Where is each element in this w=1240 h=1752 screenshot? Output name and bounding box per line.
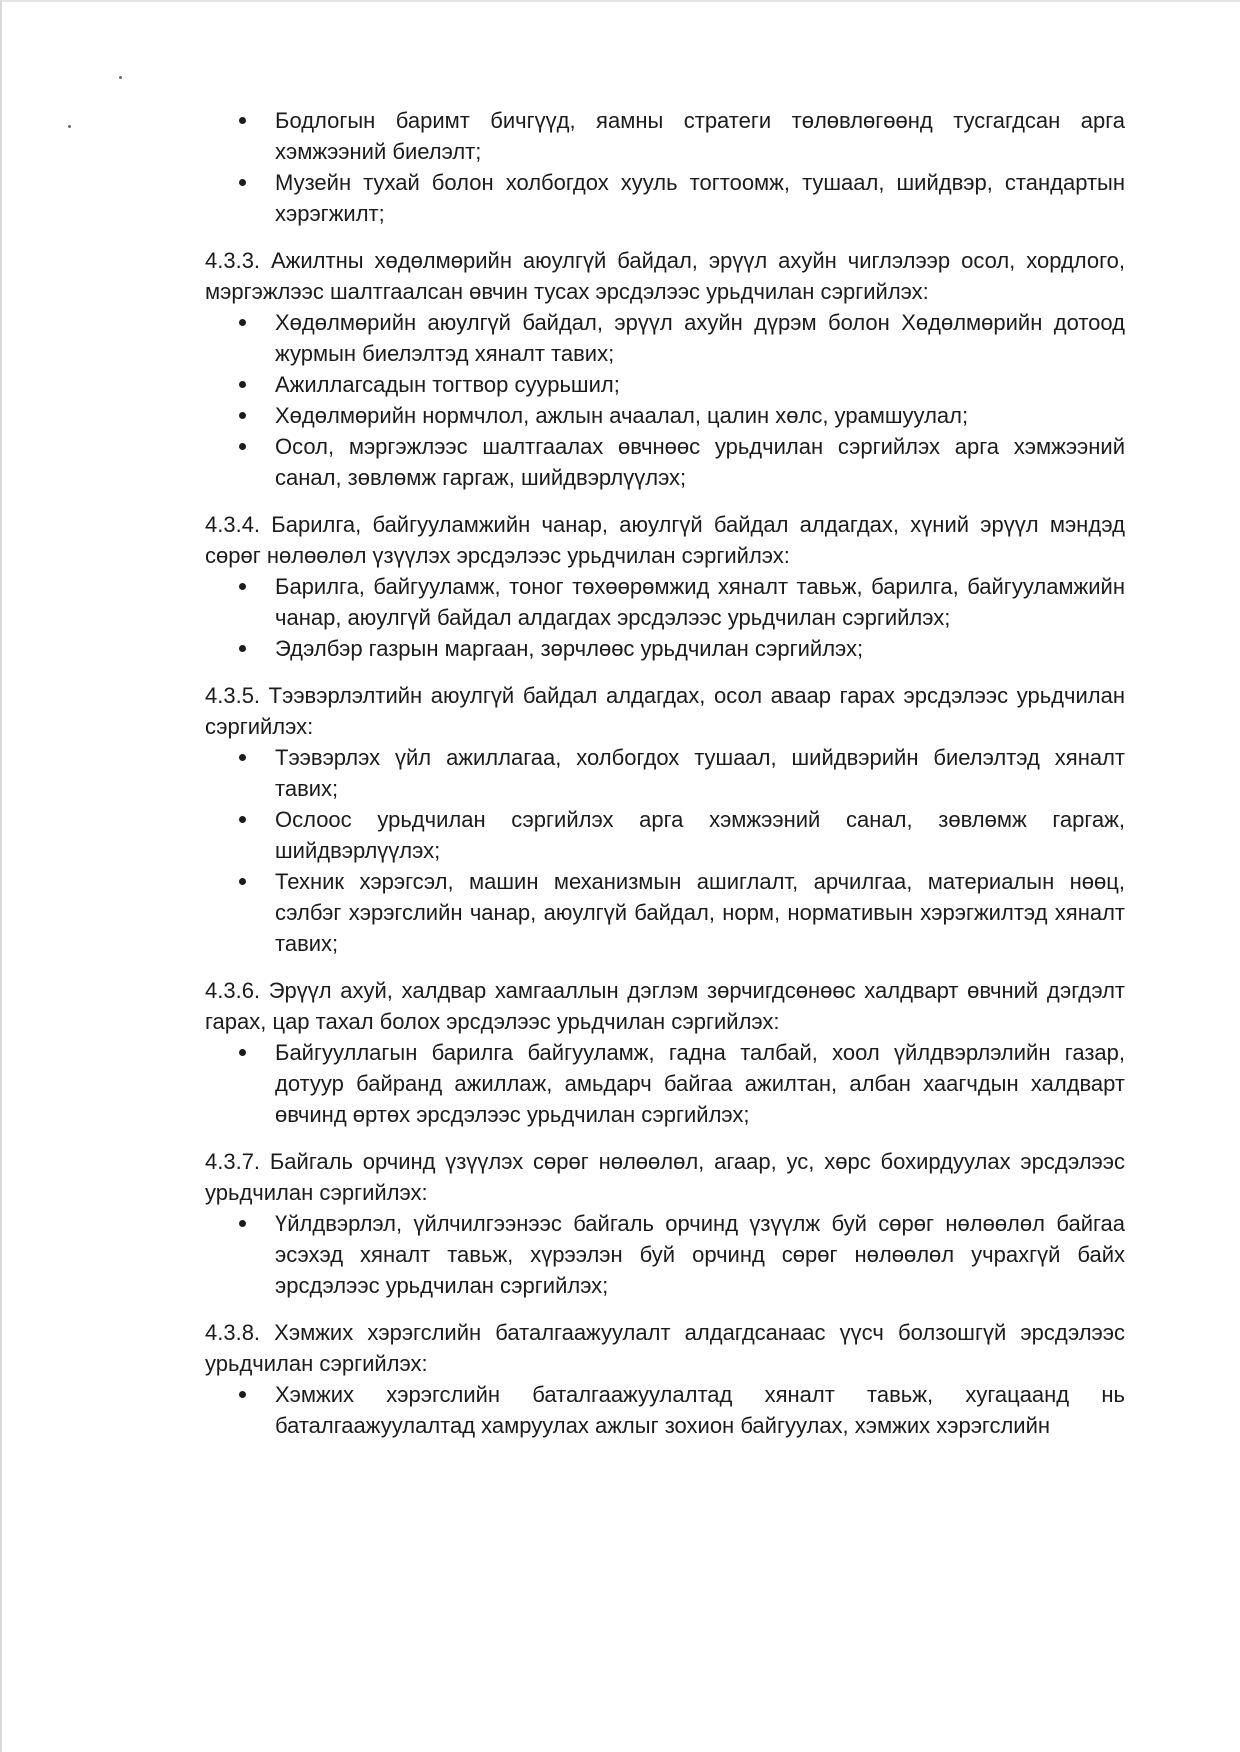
list-item-text: Тээвэрлэх үйл ажиллагаа, холбогдох тушаал, шийдвэрийн биелэлтэд хяналт тавих; bbox=[275, 745, 1125, 801]
bullet-icon bbox=[239, 443, 246, 450]
section-heading: 4.3.8. Хэмжих хэрэгслийн баталгаажуулалт алдагдсанаас үүсч болзошгүй эрсдэлээс урьдчилан сэргийлэх: bbox=[205, 1320, 1125, 1376]
section-heading: 4.3.4. Барилга, байгууламжийн чанар, аюулгүй байдал алдагдах, хүний эрүүл мэндэд сөрөг нөлөөлөл үзүүлэх эрсдэлээс урьдчилан сэргийлэх: bbox=[205, 512, 1125, 568]
list-item-text: Хэмжих хэрэгслийн баталгаажуулалтад хяналт тавьж, хугацаанд нь баталгаажуулалтад хамруулах ажлыг зохион байгуулах, хэмжих хэрэгслийн bbox=[275, 1382, 1125, 1438]
list-item bbox=[275, 105, 1125, 167]
list-item-text: Эдэлбэр газрын маргаан, зөрчлөөс урьдчилан сэргийлэх; bbox=[275, 636, 864, 661]
list-item bbox=[275, 1208, 1125, 1301]
section-4-3-4 bbox=[205, 509, 1125, 664]
bullet-icon bbox=[239, 816, 246, 823]
list-item-text: Техник хэрэгсэл, машин механизмын ашиглалт, арчилгаа, материалын нөөц, сэлбэг хэрэгслийн чанар, аюулгүй байдал, норм, нормативын хэрэгжилтэд хяналт тавих; bbox=[275, 869, 1125, 956]
list-item bbox=[275, 1037, 1125, 1130]
list-item bbox=[275, 307, 1125, 369]
list-item-text: Бодлогын баримт бичгүүд, яамны стратеги төлөвлөгөөнд тусгагдсан арга хэмжээний биелэлт; bbox=[275, 108, 1125, 164]
section-bullet-list bbox=[205, 1208, 1125, 1301]
list-item bbox=[275, 866, 1125, 959]
section-heading: 4.3.3. Ажилтны хөдөлмөрийн аюулгүй байдал, эрүүл ахуйн чиглэлээр осол, хордлого, мэргэжлээс шалтгаалсан өвчин тусах эрсдэлээс урьдчилан сэргийлэх: bbox=[205, 248, 1125, 304]
section-heading: 4.3.6. Эрүүл ахуй, халдвар хамгааллын дэглэм зөрчигдсөнөөс халдварт өвчний дэгдэлт гарах, цар тахал болох эрсдэлээс урьдчилан сэргийлэх: bbox=[205, 978, 1125, 1034]
section-heading: 4.3.5. Тээвэрлэлтийн аюулгүй байдал алдагдах, осол аваар гарах эрсдэлээс урьдчилан сэргийлэх: bbox=[205, 683, 1125, 739]
scan-speck bbox=[68, 125, 71, 128]
list-item bbox=[275, 400, 1125, 431]
scan-speck bbox=[119, 76, 122, 79]
bullet-icon bbox=[239, 179, 246, 186]
bullet-icon bbox=[239, 1049, 246, 1056]
list-item bbox=[275, 571, 1125, 633]
list-item-text: Музейн тухай болон холбогдох хууль тогтоомж, тушаал, шийдвэр, стандартын хэрэгжилт; bbox=[275, 170, 1125, 226]
section-4-3-5 bbox=[205, 680, 1125, 959]
list-item-text: Осол, мэргэжлээс шалтгаалах өвчнөөс урьдчилан сэргийлэх арга хэмжээний санал, зөвлөмж гаргаж, шийдвэрлүүлэх; bbox=[275, 434, 1125, 490]
bullet-icon bbox=[239, 878, 246, 885]
section-bullet-list bbox=[205, 1379, 1125, 1441]
list-item-text: Хөдөлмөрийн аюулгүй байдал, эрүүл ахуйн дүрэм болон Хөдөлмөрийн дотоод журмын биелэлтэд хяналт тавих; bbox=[275, 310, 1125, 366]
list-item-text: Барилга, байгууламж, тоног төхөөрөмжид хяналт тавьж, барилга, байгууламжийн чанар, аюулгүй байдал алдагдах эрсдэлээс урьдчилан сэргийлэх; bbox=[275, 574, 1125, 630]
bullet-icon bbox=[239, 1391, 246, 1398]
list-item bbox=[275, 431, 1125, 493]
list-item-text: Хөдөлмөрийн нормчлол, ажлын ачаалал, цалин хөлс, урамшуулал; bbox=[275, 403, 969, 428]
bullet-icon bbox=[239, 117, 246, 124]
section-heading: 4.3.7. Байгаль орчинд үзүүлэх сөрөг нөлөөлөл, агаар, ус, хөрс бохирдуулах эрсдэлээс урьдчилан сэргийлэх: bbox=[205, 1149, 1125, 1205]
list-item-text: Ослоос урьдчилан сэргийлэх арга хэмжээний санал, зөвлөмж гаргаж, шийдвэрлүүлэх; bbox=[275, 807, 1125, 863]
intro-bullet-list bbox=[205, 105, 1125, 229]
bullet-icon bbox=[239, 381, 246, 388]
bullet-icon bbox=[239, 754, 246, 761]
bullet-icon bbox=[239, 583, 246, 590]
list-item-text: Ажиллагсадын тогтвор суурьшил; bbox=[275, 372, 620, 397]
list-item bbox=[275, 633, 1125, 664]
section-bullet-list bbox=[205, 307, 1125, 493]
list-item-text: Байгууллагын барилга байгууламж, гадна талбай, хоол үйлдвэрлэлийн газар, дотуур байранд ажиллаж, амьдарч байгаа ажилтан, албан хаагчдын халдварт өвчинд өртөх эрсдэлээс урьдчилан сэргийлэх; bbox=[275, 1040, 1125, 1127]
section-4-3-8 bbox=[205, 1317, 1125, 1441]
bullet-icon bbox=[239, 645, 246, 652]
section-bullet-list bbox=[205, 742, 1125, 959]
bullet-icon bbox=[239, 412, 246, 419]
section-bullet-list bbox=[205, 1037, 1125, 1130]
list-item bbox=[275, 1379, 1125, 1441]
section-bullet-list bbox=[205, 571, 1125, 664]
list-item bbox=[275, 804, 1125, 866]
list-item-text: Үйлдвэрлэл, үйлчилгээнээс байгаль орчинд үзүүлж буй сөрөг нөлөөлөл байгаа эсэхэд хяналт тавьж, хүрээлэн буй орчинд сөрөг нөлөөлөл учрахгүй байх эрсдэлээс урьдчилан сэргийлэх; bbox=[275, 1211, 1125, 1298]
document-body bbox=[205, 105, 1125, 1441]
bullet-icon bbox=[239, 1220, 246, 1227]
section-4-3-6 bbox=[205, 975, 1125, 1130]
bullet-icon bbox=[239, 319, 246, 326]
list-item bbox=[275, 167, 1125, 229]
list-item bbox=[275, 369, 1125, 400]
section-4-3-7 bbox=[205, 1146, 1125, 1301]
section-4-3-3 bbox=[205, 245, 1125, 493]
list-item bbox=[275, 742, 1125, 804]
